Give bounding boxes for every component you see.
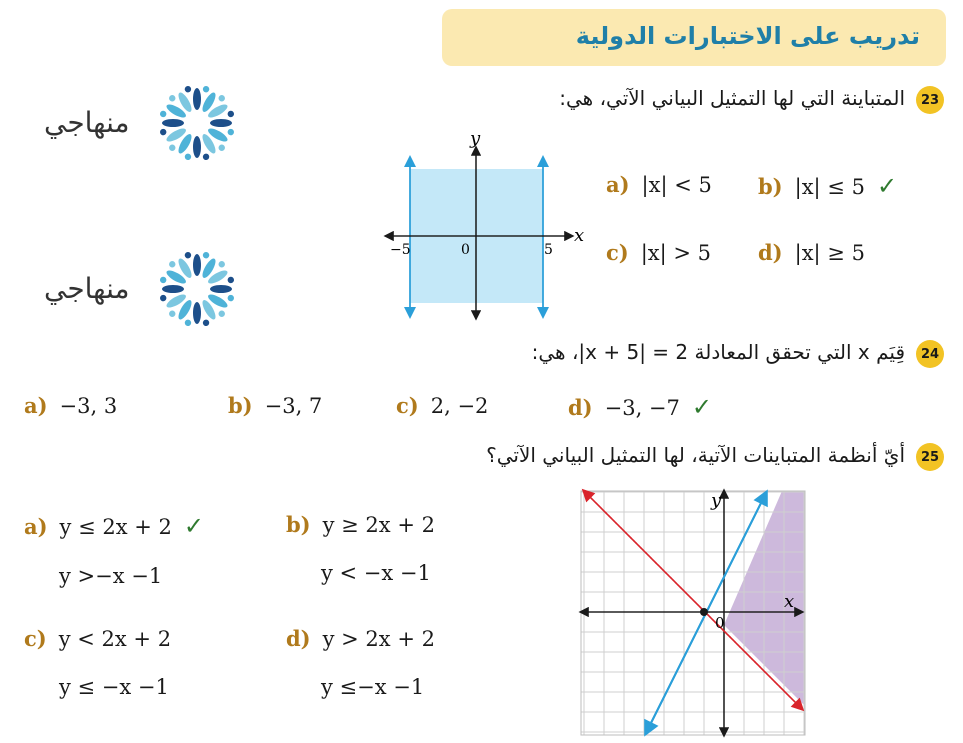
logo-dot [217, 143, 226, 152]
correct-check-icon: ✓ [691, 393, 712, 421]
logo-petal [210, 119, 232, 127]
question-number-badge: 24 [916, 340, 944, 368]
option-label: d) [758, 240, 783, 265]
option-expression: |x| > 5 [640, 241, 712, 265]
option-label: c) [24, 626, 47, 651]
x-axis-label: x [784, 591, 795, 612]
option-expression: |x| < 5 [641, 173, 712, 197]
logo-flower-icon [158, 84, 236, 162]
logo-dot [168, 309, 177, 318]
q23-graph [372, 128, 592, 323]
intersection-point [700, 608, 708, 616]
logo-petal [162, 285, 184, 293]
option-label: d) [568, 395, 593, 420]
section-title: تدريب على الاختبارات الدولية [575, 22, 920, 50]
option-expression: y ≤ −x −1 [59, 675, 169, 699]
logo-petal [210, 285, 232, 293]
option-expression: y ≥ 2x + 2 [322, 513, 435, 537]
logo-dot [227, 110, 235, 118]
q25-option-d[interactable] [286, 626, 435, 699]
logo-petal [162, 119, 184, 127]
option-expression: y > 2x + 2 [322, 627, 435, 651]
correct-check-icon: ✓ [183, 512, 204, 540]
q24-option-a[interactable] [24, 393, 117, 418]
logo-petal [193, 302, 201, 324]
option-expression: −3, 7 [264, 394, 323, 418]
origin-label: 0 [715, 614, 725, 632]
option-label: c) [396, 393, 419, 418]
logo-dot [159, 128, 167, 136]
logo-petal [193, 136, 201, 158]
q24-option-c[interactable] [396, 393, 488, 418]
option-expression: y < −x −1 [321, 561, 431, 585]
logo-dot [227, 276, 235, 284]
q23-option-b[interactable] [758, 172, 897, 200]
q24-option-b[interactable] [228, 393, 322, 418]
origin-label: 0 [461, 242, 470, 258]
option-label: b) [286, 512, 311, 537]
option-label: b) [758, 174, 783, 199]
question-25-text: أيّ أنظمة المتباينات الآتية، لها التمثيل البياني الآتي؟ [486, 443, 905, 467]
header-banner [442, 9, 946, 66]
q25-option-c[interactable] [24, 626, 171, 699]
logo-text: منهاجي [44, 272, 130, 305]
logo-dot [202, 319, 210, 327]
question-number-badge: 25 [916, 443, 944, 471]
logo-dot [227, 128, 235, 136]
question-23-text: المتباينة التي لها التمثيل البياني الآتي، هي: [559, 86, 905, 110]
logo-dot [168, 260, 177, 269]
q23-option-c[interactable] [606, 240, 711, 265]
option-label: a) [24, 393, 48, 418]
option-expression: |x| ≤ 5 [794, 175, 865, 199]
logo-dot [202, 85, 210, 93]
logo-dot [217, 309, 226, 318]
logo-dot [202, 153, 210, 161]
option-expression: y ≤−x −1 [321, 675, 425, 699]
option-label: b) [228, 393, 253, 418]
option-label: a) [606, 172, 630, 197]
logo-dot [184, 319, 192, 327]
option-expression: −3, −7 [604, 396, 680, 420]
tick-label: 5 [544, 242, 553, 258]
logo-text: منهاجي [44, 106, 130, 139]
option-expression: −3, 3 [59, 394, 118, 418]
logo-dot [217, 94, 226, 103]
logo-petal [193, 88, 201, 110]
tick-label: −5 [390, 242, 411, 258]
logo-dot [184, 251, 192, 259]
logo-dot [202, 251, 210, 259]
question-number-badge: 23 [916, 86, 944, 114]
option-expression: y >−x −1 [59, 564, 163, 588]
option-label: d) [286, 626, 311, 651]
q23-option-a[interactable] [606, 172, 712, 197]
option-expression: 2, −2 [430, 394, 489, 418]
q25-graph [578, 488, 808, 738]
logo-dot [159, 110, 167, 118]
logo-bottom [40, 250, 240, 330]
logo-top [40, 84, 240, 164]
question-24-text: قِيَم x التي تحقق المعادلة 2 = |x + 5|، هي: [531, 340, 905, 364]
logo-dot [227, 294, 235, 302]
logo-petal [193, 254, 201, 276]
option-expression: |x| ≥ 5 [794, 241, 865, 265]
option-label: a) [24, 514, 48, 539]
q24-option-d[interactable] [568, 393, 712, 421]
logo-dot [217, 260, 226, 269]
logo-dot [184, 85, 192, 93]
correct-check-icon: ✓ [876, 172, 898, 200]
q23-option-d[interactable] [758, 240, 865, 265]
x-axis-label: x [574, 225, 585, 246]
logo-dot [168, 94, 177, 103]
logo-dot [184, 153, 192, 161]
logo-dot [159, 276, 167, 284]
y-axis-label: y [470, 128, 481, 149]
logo-flower-icon [158, 250, 236, 328]
option-label: c) [606, 240, 629, 265]
logo-dot [168, 143, 177, 152]
q25-option-a[interactable] [24, 512, 204, 588]
y-axis-label: y [711, 490, 722, 511]
option-expression: y ≤ 2x + 2 [59, 515, 172, 539]
option-expression: y < 2x + 2 [58, 627, 172, 651]
logo-dot [159, 294, 167, 302]
q25-option-b[interactable] [286, 512, 435, 585]
